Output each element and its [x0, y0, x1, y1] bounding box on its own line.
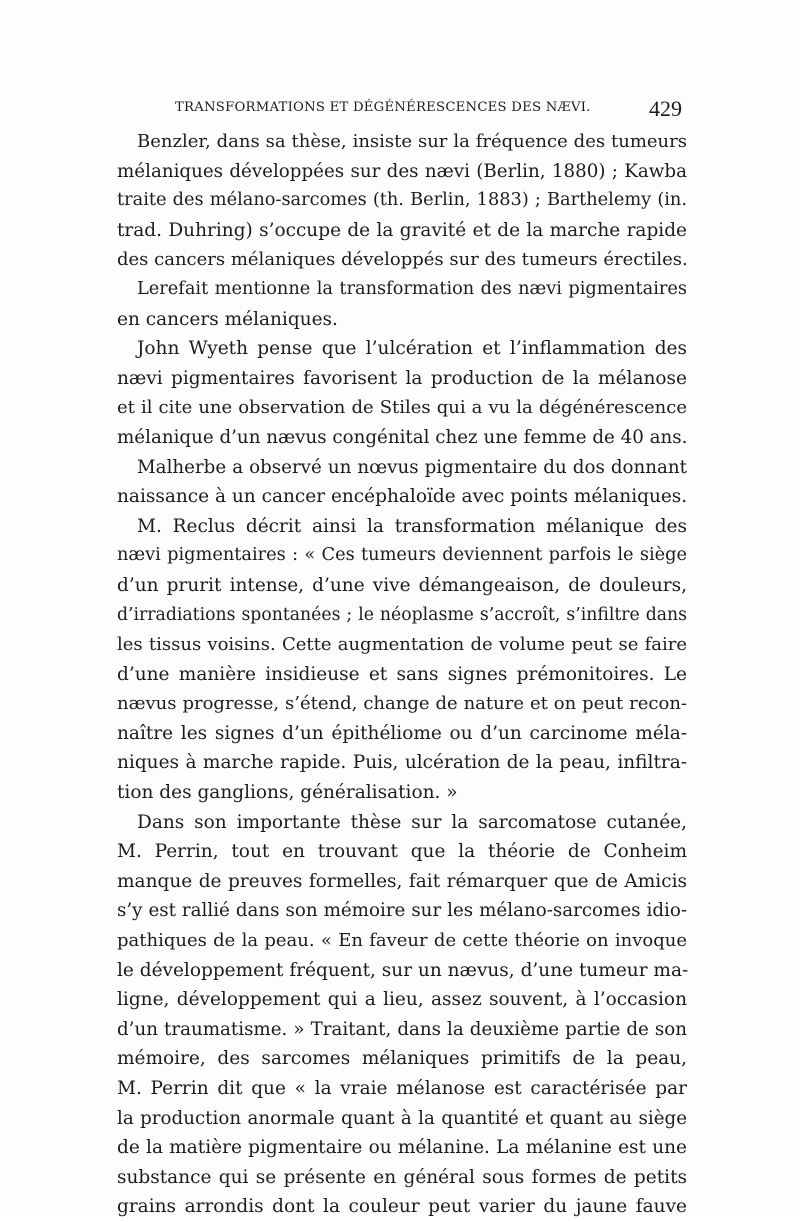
text-line: d’un traumatisme. » Traitant, dans la deuxième partie de son	[117, 1018, 687, 1040]
text-line: manque de preuves formelles, fait rémarquer que de Amicis	[117, 870, 687, 892]
running-head	[120, 96, 690, 120]
text-line: Dans son importante thèse sur la sarcomatose cutanée,	[137, 811, 687, 833]
running-title: TRANSFORMATIONS ET DÉGÉNÉRESCENCES DES NÆVI.	[175, 100, 591, 115]
text-line: pathiques de la peau. « En faveur de cette théorie on invoque	[117, 930, 687, 952]
text-line: naître les signes d’un épithéliome ou d’un carcinome méla-	[117, 722, 687, 744]
text-line: des cancers mélaniques développés sur des tumeurs érectiles.	[117, 249, 688, 271]
text-line: substance qui se présente en général sous formes de petits	[117, 1166, 687, 1188]
text-line: Malherbe a observé un nœvus pigmentaire du dos donnant	[137, 456, 687, 478]
text-line: Benzler, dans sa thèse, insiste sur la fréquence des tumeurs	[137, 131, 687, 152]
text-line: John Wyeth pense que l’ulcération et l’inflammation des	[137, 338, 687, 360]
text-line: le développement fréquent, sur un nævus, d’une tumeur ma-	[117, 959, 689, 981]
text-line: la production anormale quant à la quantité et quant au siège	[117, 1107, 687, 1129]
page-number: 429	[649, 96, 682, 121]
text-line: M. Perrin dit que « la vraie mélanose est caractérisée par	[117, 1078, 687, 1099]
text-line: d’irradiations spontanées ; le néoplasme s’accroît, s’infiltre dans	[117, 604, 687, 625]
text-line: mélaniques développées sur des nævi (Berlin, 1880) ; Kawba	[117, 160, 687, 182]
text-line: grains arrondis dont la couleur peut varier du jaune fauve	[117, 1196, 687, 1218]
text-line: niques à marche rapide. Puis, ulcération de la peau, infiltra-	[117, 752, 687, 774]
text-line: ligne, développement qui a lieu, assez souvent, à l’occasion	[117, 989, 687, 1011]
text-line: les tissus voisins. Cette augmentation de volume peut se faire	[117, 634, 687, 656]
text-line: trad. Duhring) s’occupe de la gravité et de la marche rapide	[117, 219, 687, 241]
text-line: naissance à un cancer encéphaloïde avec points mélaniques.	[117, 486, 688, 508]
text-line: traite des mélano-sarcomes (th. Berlin, 1883) ; Barthelemy (in.	[117, 190, 687, 211]
text-line: en cancers mélaniques.	[117, 308, 338, 330]
text-line: nævi pigmentaires favorisent la production de la mélanose	[117, 367, 687, 389]
text-line: mélanique d’un nævus congénital chez une femme de 40 ans.	[117, 426, 688, 448]
text-line: Lerefait mentionne la transformation des nævi pigmentaires	[137, 278, 687, 299]
text-line: et il cite une observation de Stiles qui a vu la dégénérescence	[117, 397, 687, 419]
text-line: M. Perrin, tout en trouvant que la théorie de Conheim	[117, 841, 687, 863]
text-line: d’un prurit intense, d’une vive démangeaison, de douleurs,	[117, 574, 687, 596]
text-line: s’y est rallié dans son mémoire sur les mélano-sarcomes idio-	[117, 900, 687, 922]
text-line: d’une manière insidieuse et sans signes prémonitoires. Le	[117, 663, 687, 685]
text-line: de la matière pigmentaire ou mélanine. La mélanine est une	[117, 1137, 687, 1159]
text-line: mémoire, des sarcomes mélaniques primitifs de la peau,	[117, 1048, 687, 1070]
text-line: nævus progresse, s’étend, change de nature et on peut recon-	[117, 693, 687, 715]
body-text	[117, 127, 687, 1222]
text-line: M. Reclus décrit ainsi la transformation mélanique des	[137, 515, 687, 537]
text-line: tion des ganglions, généralisation. »	[117, 782, 458, 804]
text-line: nævi pigmentaires : « Ces tumeurs deviennent parfois le siège	[117, 545, 687, 566]
